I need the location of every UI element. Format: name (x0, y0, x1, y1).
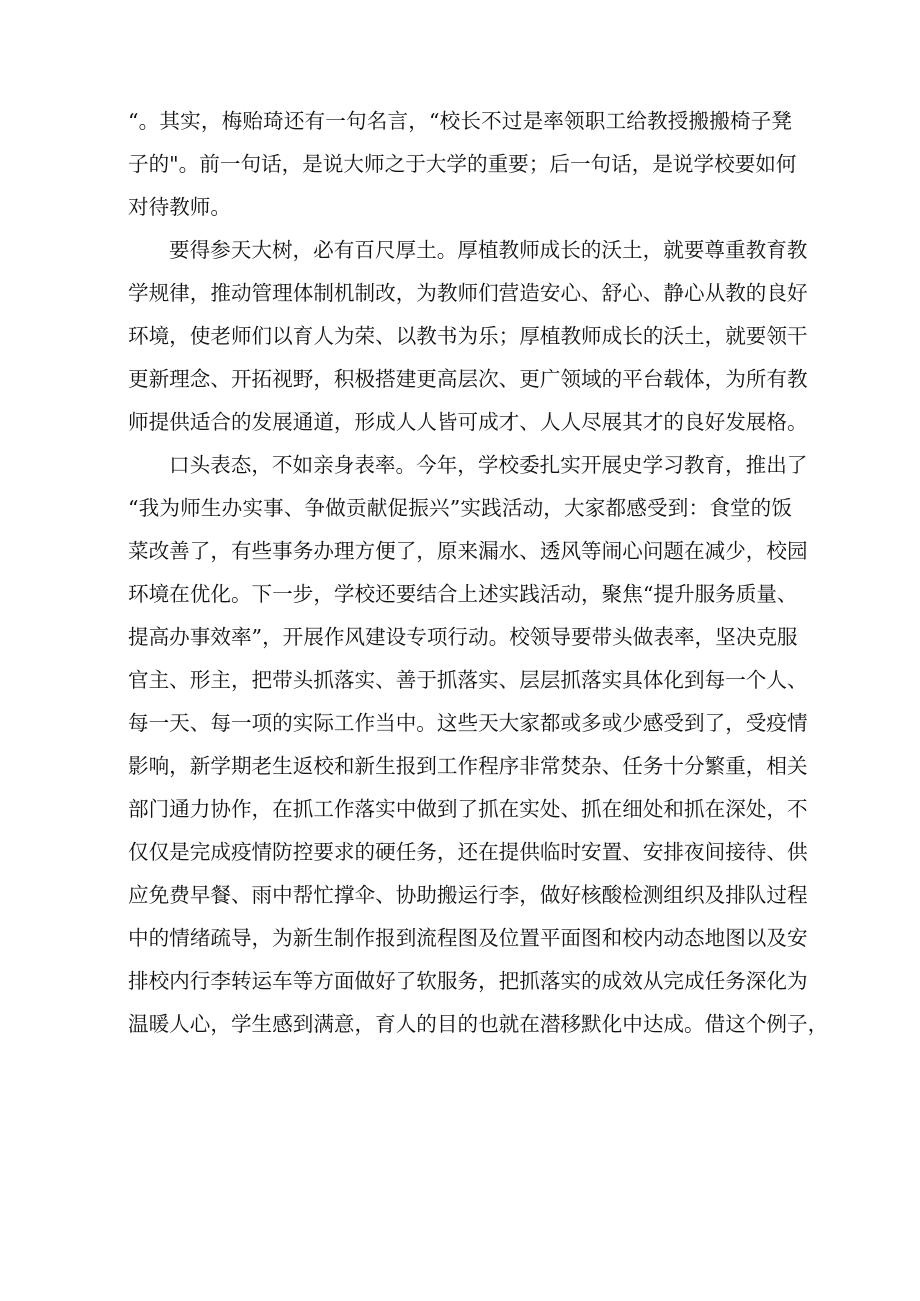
text-line: “。其实，梅贻琦还有一句名言，“校长不过是率领职工给教授搬搬椅子凳 (128, 109, 792, 133)
text-line: 要得参天大树，必有百尺厚土。厚植教师成长的沃土，就要尊重教育教 (169, 238, 808, 262)
text-line: 应免费早餐、雨中帮忙撑伞、协助搬运行李，做好核酸检测组织及排队过程 (128, 883, 808, 907)
text-line: “我为师生办实事、争做贡献促振兴”实践活动，大家都感受到：食堂的饭 (128, 496, 792, 520)
paragraph-2 (128, 229, 808, 444)
paragraph-3 (128, 444, 829, 1046)
text-line: 口头表态，不如亲身表率。今年，学校委扎实开展史学习教育，推出了 (169, 453, 808, 477)
text-line: 提高办事效率”，开展作风建设专项行动。校领导要带头做表率，坚决克服 (128, 625, 798, 649)
text-line: 环境在优化。下一步，学校还要结合上述实践活动，聚焦“提升服务质量、 (128, 582, 798, 606)
text-line: 子的"。前一句话，是说大师之于大学的重要；后一句话，是说学校要如何 (128, 152, 797, 176)
text-line: 对待教师。 (128, 195, 231, 219)
text-line: 部门通力协作，在抓工作落实中做到了抓在实处、抓在细处和抓在深处，不 (128, 797, 808, 821)
text-line: 中的情绪疏导，为新生制作报到流程图及位置平面图和校内动态地图以及安 (128, 926, 808, 950)
paragraph-1 (128, 100, 797, 229)
text-line: 温暖人心，学生感到满意，育人的目的也就在潜移默化中达成。借这个例子， (128, 1012, 829, 1036)
text-line: 更新理念、开拓视野，积极搭建更高层次、更广领域的平台载体，为所有教 (128, 367, 808, 391)
text-line: 环境，使老师们以育人为荣、以教书为乐；厚植教师成长的沃土，就要领干 (128, 324, 808, 348)
document-body (128, 100, 829, 1046)
text-line: 菜改善了，有些事务办理方便了，原来漏水、透风等闹心问题在减少，校园 (128, 539, 808, 563)
text-line: 仅仅是完成疫情防控要求的硬任务，还在提供临时安置、安排夜间接待、供 (128, 840, 808, 864)
text-line: 学规律，推动管理体制机制改，为教师们营造安心、舒心、静心从教的良好 (128, 281, 808, 305)
text-line: 师提供适合的发展通道，形成人人皆可成才、人人尽展其才的良好发展格。 (128, 410, 808, 434)
text-line: 每一天、每一项的实际工作当中。这些天大家都或多或少感受到了，受疫情 (128, 711, 808, 735)
text-line: 官主、形主，把带头抓落实、善于抓落实、层层抓落实具体化到每一个人、 (128, 668, 808, 692)
text-line: 排校内行李转运车等方面做好了软服务，把抓落实的成效从完成任务深化为 (128, 969, 808, 993)
text-line: 影响，新学期老生返校和新生报到工作程序非常焚杂、任务十分繁重，相关 (128, 754, 808, 778)
